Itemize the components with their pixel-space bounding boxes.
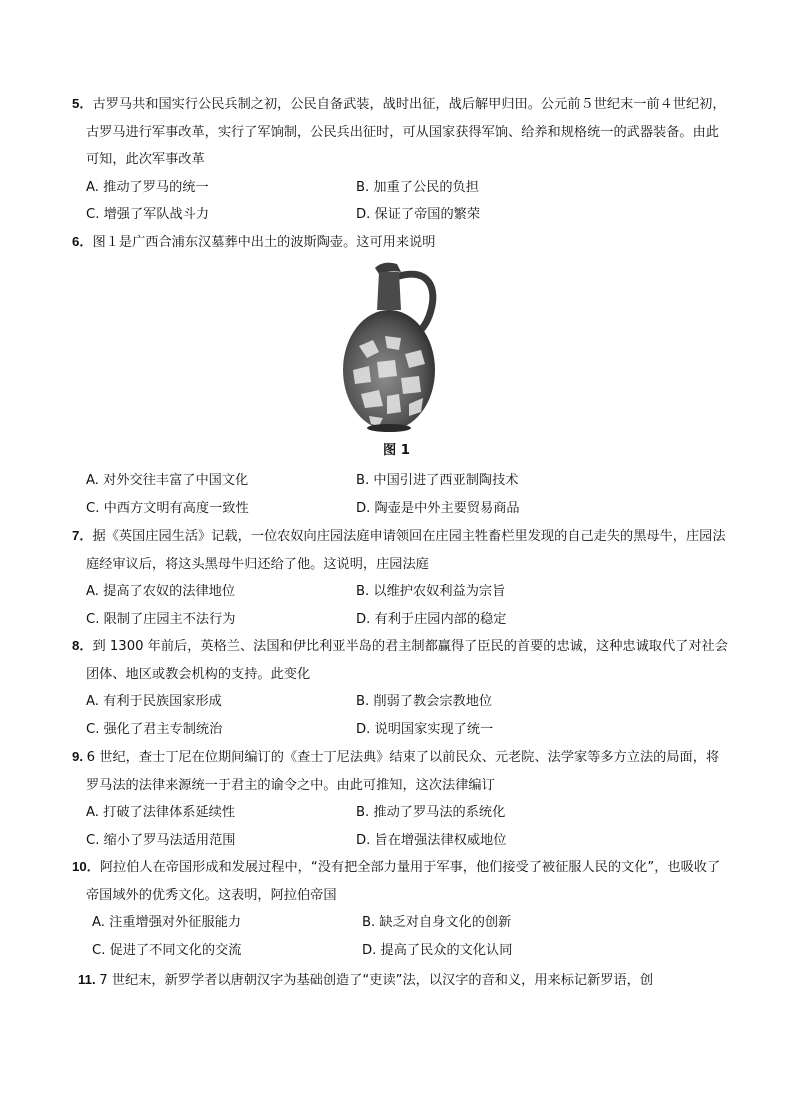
question-9 [72,743,732,854]
question-text: 6 世纪，查士丁尼在位期间编订的《查士丁尼法典》结束了以前民众、元老院、法学家等多方立法的局面，将罗马法的法律来源统一于君主的谕令之中。由此可推知，这次法律编订 [86,750,720,793]
figure-caption: 图 1 [383,443,410,458]
option-b[interactable]: B. 中国引进了西亚制陶技术 [356,473,519,488]
question-number: 9. [72,749,87,764]
question-text: 阿拉伯人在帝国形成和发展过程中，“没有把全部力量用于军事，他们接受了被征服人民的文化”，也吸收了帝国域外的优秀文化。这表明，阿拉伯帝国 [86,860,721,903]
question-stem [72,853,732,909]
question-text: 7 世纪末，新罗学者以唐朝汉字为基础创造了“吏读”法，以汉字的音和义，用来标记新罗语，创 [99,973,654,988]
question-stem [78,966,738,995]
option-a[interactable]: A. 推动了罗马的统一 [86,179,209,195]
options [86,799,732,854]
persian-pottery-ewer-icon [339,258,441,434]
question-stem [72,522,732,578]
question-text: 古罗马共和国实行公民兵制之初，公民自备武装，战时出征，战后解甲归田。公元前５世纪末一前４世纪初，古罗马进行军事改革，实行了军饷制，公民兵出征时，可从国家获得军饷、给养和规格统一的武器装备。由此可知，此次军事改革 [86,97,726,167]
option-c[interactable]: C. 强化了君主专制统治 [86,721,223,737]
option-c[interactable]: C. 限制了庄园主不法行为 [86,611,236,627]
question-5 [72,90,732,229]
option-d[interactable]: D. 旨在增强法律权威地位 [356,832,507,848]
options [92,909,732,964]
option-c[interactable]: C. 增强了军队战斗力 [86,207,210,222]
option-c[interactable]: C. 中西方文明有高度一致性 [86,500,249,516]
question-7 [72,522,732,633]
option-d[interactable]: D. 陶壶是中外主要贸易商品 [356,500,520,516]
options [86,578,732,633]
question-stem [72,632,732,688]
option-c[interactable]: C. 促进了不同文化的交流 [92,942,242,958]
option-d[interactable]: D. 保证了帝国的繁荣 [356,207,481,222]
option-a[interactable]: A. 打破了法律体系延续性 [86,805,236,820]
question-6-options [72,467,732,522]
option-b[interactable]: B. 推动了罗马法的系统化 [356,805,506,820]
question-8 [72,632,732,743]
question-text: 据《英国庄园生活》记载，一位农奴向庄园法庭申请领回在庄园主牲畜栏里发现的自己走失的黑母牛，庄园法庭经审议后，将这头黑母牛归还给了他。这说明，庄园法庭 [86,529,726,572]
question-10 [72,853,732,964]
question-number: 8． [72,638,93,653]
question-number: 5． [72,96,93,111]
option-d[interactable]: D. 有利于庄园内部的稳定 [356,611,507,627]
option-a[interactable]: A. 注重增强对外征服能力 [92,915,242,930]
options [86,688,732,743]
question-number: 6． [72,234,93,249]
option-a[interactable]: A. 有利于民族国家形成 [86,694,222,709]
question-11 [78,966,738,995]
question-stem [72,743,732,799]
question-number: 7． [72,528,93,543]
option-d[interactable]: D. 说明国家实现了统一 [356,721,494,737]
option-b[interactable]: B. 缺乏对自身文化的创新 [362,915,512,930]
options [86,467,732,522]
option-c[interactable]: C. 缩小了罗马法适用范围 [86,832,236,848]
option-b[interactable]: B. 以维护农奴利益为宗旨 [356,584,506,599]
question-text: 图１是广西合浦东汉墓葬中出土的波斯陶壶。这可用来说明 [92,235,436,250]
question-stem [72,228,732,257]
option-a[interactable]: A. 对外交往丰富了中国文化 [86,473,249,488]
option-d[interactable]: D. 提高了民众的文化认同 [362,942,513,958]
question-number: 10． [72,859,100,874]
question-stem [72,90,732,174]
options [86,174,732,229]
option-a[interactable]: A. 提高了农奴的法律地位 [86,584,236,599]
option-b[interactable]: B. 加重了公民的负担 [356,179,479,195]
option-b[interactable]: B. 削弱了教会宗教地位 [356,694,493,709]
question-number: 11. [78,972,100,987]
question-text: 到 1300 年前后，英格兰、法国和伊比利亚半岛的君主制都赢得了臣民的首要的忠诚，这种忠诚取代了对社会团体、地区或教会机构的支持。此变化 [86,639,728,682]
question-6 [72,228,732,257]
